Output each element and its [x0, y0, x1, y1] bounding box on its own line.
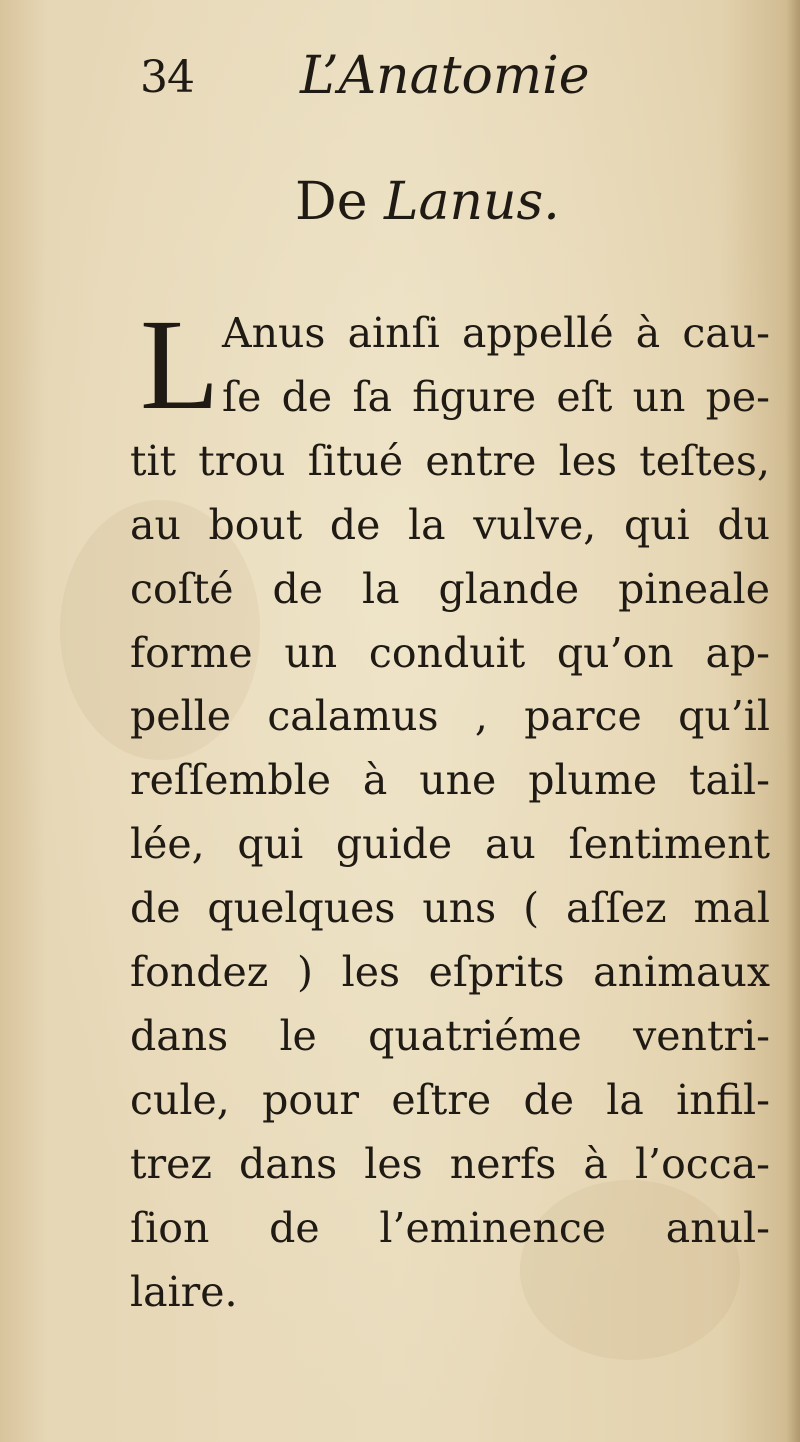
text-line: reſſemble à une plume tail- — [130, 756, 770, 805]
text-line: ſion de l’eminence anul- — [130, 1203, 770, 1252]
text-line: lée, qui guide au ſentiment — [130, 820, 770, 869]
text-line: coſté de la glande pineale — [130, 564, 770, 613]
text-line: dans le quatriéme ventri- — [130, 1011, 770, 1060]
text-line: pelle calamus , parce qu’il — [130, 692, 770, 741]
text-line: de quelques uns ( aſſez mal — [130, 884, 770, 933]
text-line: ſe de ſa figure eſt un pe- — [222, 372, 770, 421]
running-title: L’Anatomie — [300, 46, 590, 106]
page-edge-shadow — [786, 0, 800, 1442]
text-line: au bout de la vulve, qui du — [130, 500, 770, 549]
text-line: fondez ) les eſprits animaux — [130, 948, 770, 997]
text-line: tit trou ſitué entre les teſtes, — [130, 436, 770, 485]
section-heading — [295, 172, 560, 232]
text-line: forme un conduit qu’on ap- — [130, 628, 770, 677]
text-line: cule, pour eſtre de la infil- — [130, 1075, 770, 1124]
text-line: Anus ainſi appellé à cau- — [222, 309, 770, 357]
page-header — [140, 42, 660, 112]
text-line: laire. — [130, 1267, 238, 1316]
section-heading-italic: Lanus. — [384, 172, 560, 232]
text-line: trez dans les nerfs à l’occa- — [130, 1139, 770, 1188]
section-heading-prefix: De — [295, 172, 384, 232]
drop-cap: L — [140, 293, 220, 437]
body-paragraph — [130, 293, 770, 1325]
page-number: 34 — [140, 52, 194, 103]
